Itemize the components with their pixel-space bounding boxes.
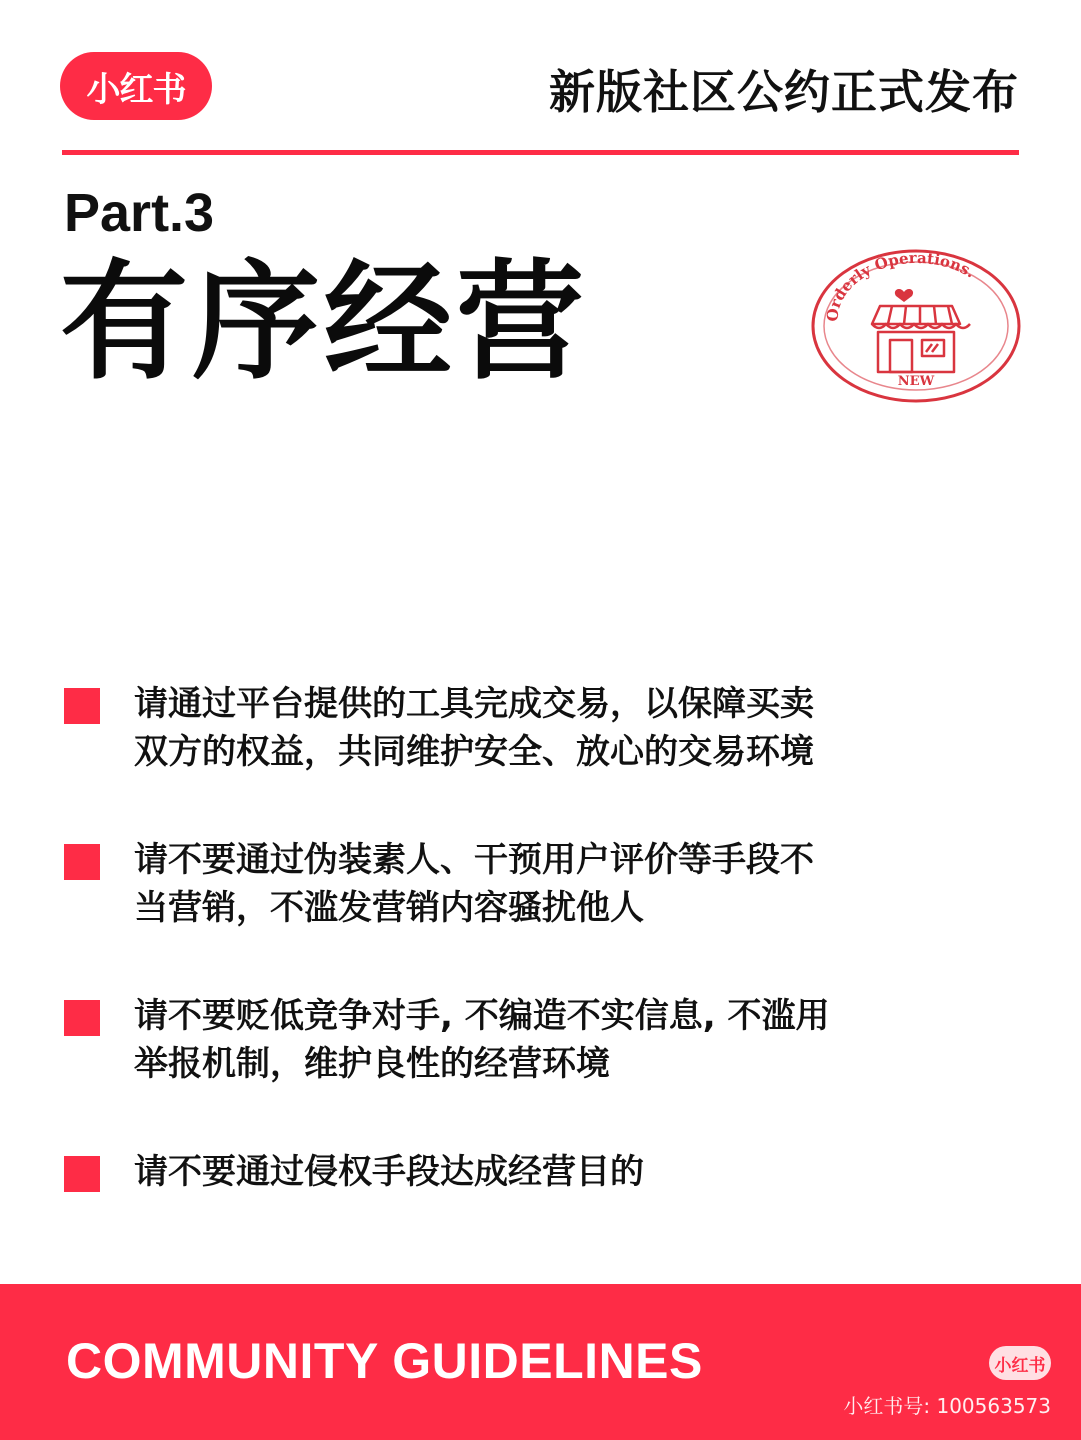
list-item — [64, 992, 884, 1088]
footer-label: COMMUNITY GUIDELINES — [66, 1333, 703, 1389]
page-title: 有序经营 — [60, 248, 589, 397]
rule-line: 当营销，不滥发营销内容骚扰他人 — [134, 888, 644, 928]
watermark-logo: 小红书 — [989, 1346, 1051, 1380]
header-divider — [62, 150, 1019, 155]
watermark-id: 小红书号: 100563573 — [843, 1394, 1051, 1418]
rule-line: 举报机制，维护良性的经营环境 — [134, 1044, 610, 1084]
bullet-square-icon — [64, 1156, 100, 1192]
footer-banner — [0, 1284, 1081, 1440]
rule-line: 请不要通过伪装素人、干预用户评价等手段不 — [134, 840, 814, 880]
rule-line: 请不要贬低竞争对手, 不编造不实信息, 不滥用 — [134, 996, 830, 1036]
list-item — [64, 836, 884, 932]
part-label: Part.3 — [64, 183, 215, 243]
storefront-icon — [872, 289, 970, 372]
rule-line: 请不要通过侵权手段达成经营目的 — [134, 1152, 644, 1192]
rule-line: 双方的权益，共同维护安全、放心的交易环境 — [134, 732, 814, 772]
bullet-square-icon — [64, 1000, 100, 1036]
stamp-icon — [810, 248, 1022, 404]
guidelines-list — [64, 680, 884, 1256]
bullet-square-icon — [64, 688, 100, 724]
stamp-arc-text: Orderly Operations. — [823, 248, 979, 323]
bullet-square-icon — [64, 844, 100, 880]
brand-logo: 小红书 — [60, 52, 212, 120]
list-item — [64, 680, 884, 776]
stamp-badge-text: NEW — [897, 374, 935, 389]
header-title: 新版社区公约正式发布 — [549, 65, 1019, 119]
list-item — [64, 1148, 884, 1196]
rule-line: 请通过平台提供的工具完成交易，以保障买卖 — [134, 684, 814, 724]
